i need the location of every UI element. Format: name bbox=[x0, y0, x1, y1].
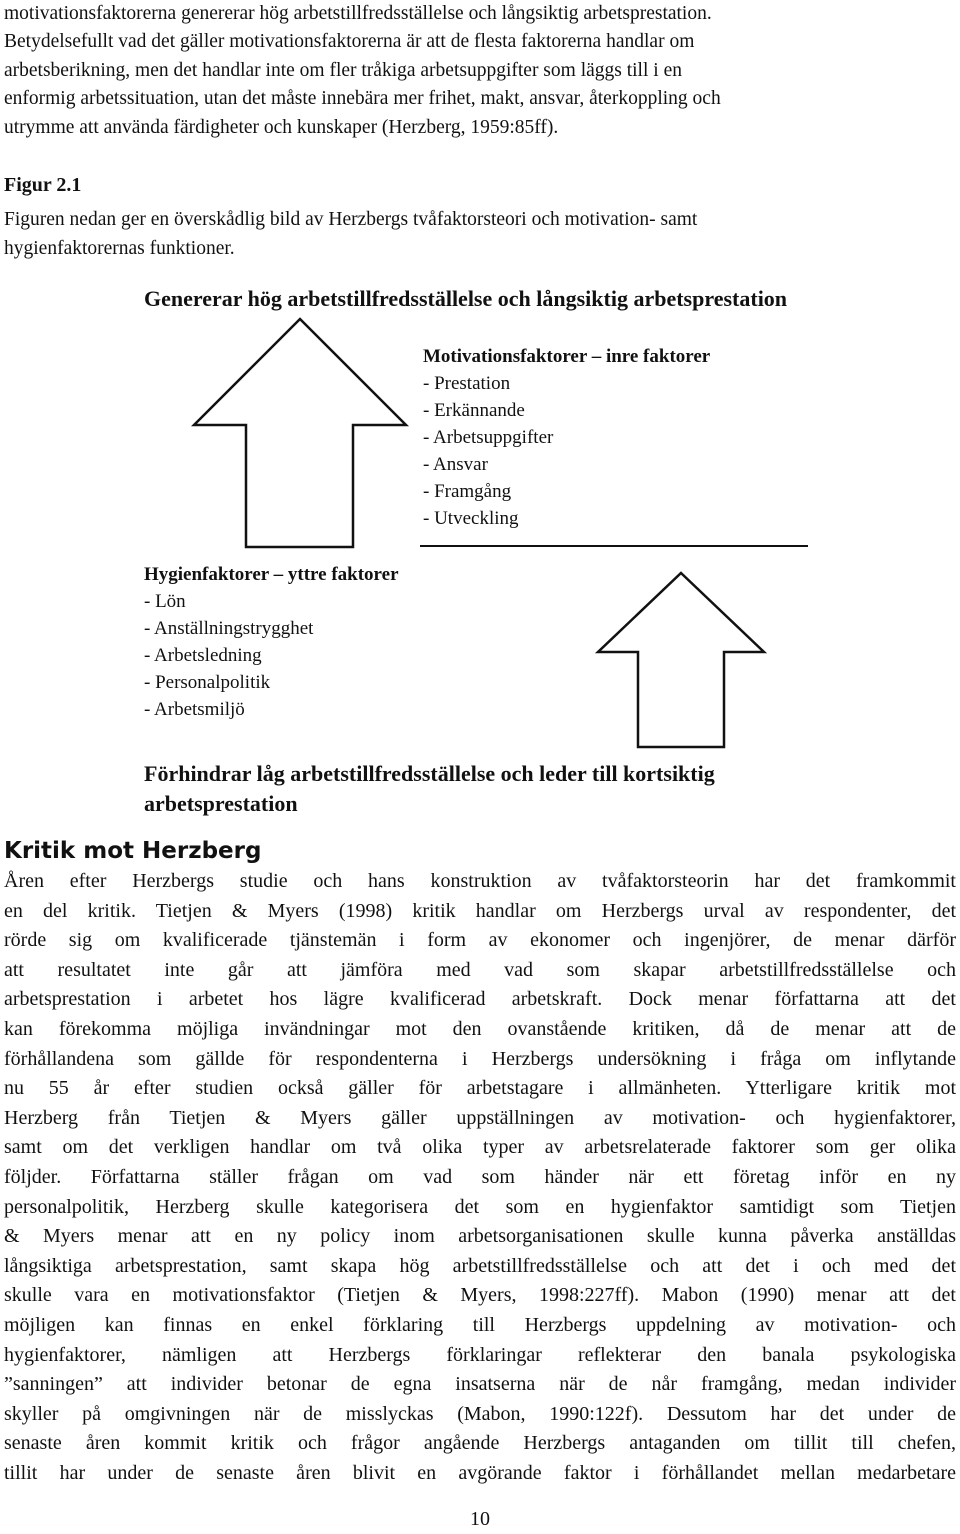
intro-line: motivationsfaktorerna genererar hög arbetstillfredsställelse och långsiktig arbetsprestation. bbox=[4, 3, 712, 24]
figure-bottom-title: Förhindrar låg arbetstillfredsställelse och leder till kortsiktig arbetsprestation bbox=[144, 761, 715, 816]
intro-paragraph bbox=[4, 0, 956, 142]
critique-line: Herzberg från Tietjen & Myers gäller uppställningen av motivation- och hygienfaktorer, bbox=[4, 1106, 956, 1129]
intro-line: utrymme att använda färdigheter och kunskaper (Herzberg, 1959:85ff). bbox=[4, 116, 559, 138]
motivation-item: - Erkännande bbox=[423, 400, 525, 421]
critique-line: & Myers menar att en ny policy inom arbetsorganisationen skulle kunna påverka anställdas bbox=[4, 1225, 956, 1248]
up-arrow-icon bbox=[594, 570, 768, 750]
critique-line: ”sanningen” att individer betonar de egna insatserna när de når framgång, medan individer bbox=[4, 1373, 956, 1396]
up-arrow-icon bbox=[190, 316, 410, 550]
page-number: 10 bbox=[470, 1508, 490, 1530]
critique-line: långsiktiga arbetsprestation, samt skapa hög arbetstillfredsställelse och att det i och med det bbox=[4, 1254, 956, 1277]
hygiene-heading: Hygienfaktorer – yttre faktorer bbox=[144, 564, 399, 585]
critique-line: hygienfaktorer, nämligen att Herzbergs förklaringar reflekterar den banala psykologiska bbox=[4, 1343, 956, 1366]
critique-line: tillit har under de senaste åren blivit en avgörande faktor i förhållandet mellan medarbetare bbox=[4, 1461, 956, 1484]
hygiene-factors bbox=[144, 561, 399, 723]
hygiene-item: - Anställningstrygghet bbox=[144, 618, 314, 639]
motivation-item: - Prestation bbox=[423, 373, 511, 394]
critique-line: nu 55 år efter studien också gäller för arbetstagare i allmänheten. Ytterligare kritik mot bbox=[4, 1077, 956, 1100]
critique-paragraph bbox=[4, 867, 956, 1488]
figure-top-title: Genererar hög arbetstillfredsställelse och långsiktig arbetsprestation bbox=[144, 286, 788, 311]
figure-caption-line: Figuren nedan ger en överskådlig bild av Herzbergs tvåfaktorsteori och motivation- samt bbox=[4, 209, 698, 230]
hygiene-item: - Arbetsledning bbox=[144, 645, 262, 666]
motivation-item: - Framgång bbox=[423, 481, 512, 502]
motivation-factors bbox=[423, 343, 710, 532]
motivation-item: - Arbetsuppgifter bbox=[423, 427, 554, 448]
hygiene-item: - Arbetsmiljö bbox=[144, 699, 245, 720]
figure-heading: Figur 2.1 bbox=[4, 174, 82, 196]
critique-line: senaste åren kommit kritik och frågor angående Herzbergs antaganden om tillit till chefen, bbox=[4, 1432, 956, 1455]
motivation-item: - Ansvar bbox=[423, 454, 488, 475]
figure-caption-line: hygienfaktorernas funktioner. bbox=[4, 238, 235, 259]
intro-line: Betydelsefullt vad det gäller motivationsfaktorerna är att de flesta faktorerna handlar om bbox=[4, 31, 695, 53]
intro-line: arbetsberikning, men det handlar inte om fler tråkiga arbetsuppgifter som läggs till i en bbox=[4, 59, 682, 81]
figure-caption bbox=[4, 205, 954, 263]
motivation-heading: Motivationsfaktorer – inre faktorer bbox=[423, 346, 711, 367]
section-heading: Kritik mot Herzberg bbox=[4, 838, 262, 864]
critique-line: förhållandena som gällde för respondenterna i Herzbergs undersökning i fråga om inflytande bbox=[4, 1047, 956, 1070]
critique-line: möjligen kan finnas en enkel förklaring till Herzbergs uppdelning av motivation- och bbox=[4, 1313, 956, 1336]
critique-line: skulle vara en motivationsfaktor (Tietjen & Myers, 1998:227ff). Mabon (1990) menar att det bbox=[4, 1284, 956, 1307]
critique-line: en del kritik. Tietjen & Myers (1998) kritik handlar om Herzbergs urval av respondenter, det bbox=[4, 899, 956, 922]
hygiene-item: - Personalpolitik bbox=[144, 672, 271, 693]
critique-line: att resultatet inte går att jämföra med vad som skapar arbetstillfredsställelse och bbox=[4, 958, 956, 981]
intro-line: enformig arbetssituation, utan det måste innebära mer frihet, makt, ansvar, återkoppling och bbox=[4, 88, 721, 110]
critique-line: arbetsprestation i arbetet hos lägre kvalificerad arbetskraft. Dock menar författarna att det bbox=[4, 988, 956, 1011]
critique-line: kan förekomma möjliga invändningar mot den ovanstående kritiken, då de menar att de bbox=[4, 1017, 956, 1040]
critique-line: samt om det verkligen handlar om två olika typer av arbetsrelaterade faktorer som ger olika bbox=[4, 1136, 956, 1159]
critique-line: personalpolitik, Herzberg skulle kategorisera det som en hygienfaktor samtidigt som Tietjen bbox=[4, 1195, 956, 1218]
hygiene-item: - Lön bbox=[144, 591, 186, 612]
critique-line: Åren efter Herzbergs studie och hans konstruktion av tvåfaktorsteorin har det framkommit bbox=[4, 870, 956, 892]
critique-line: rörde sig om kvalificerade tjänstemän i form av ekonomer och ingenjörer, de menar därför bbox=[4, 929, 956, 952]
motivation-item: - Utveckling bbox=[423, 508, 519, 529]
critique-line: skyller på omgivningen när de misslyckas (Mabon, 1990:122f). Dessutom har det under de bbox=[4, 1402, 956, 1425]
critique-line: följder. Författarna ställer frågan om vad som händer när ett företag inför en ny bbox=[4, 1165, 956, 1188]
figure-divider bbox=[420, 545, 808, 547]
